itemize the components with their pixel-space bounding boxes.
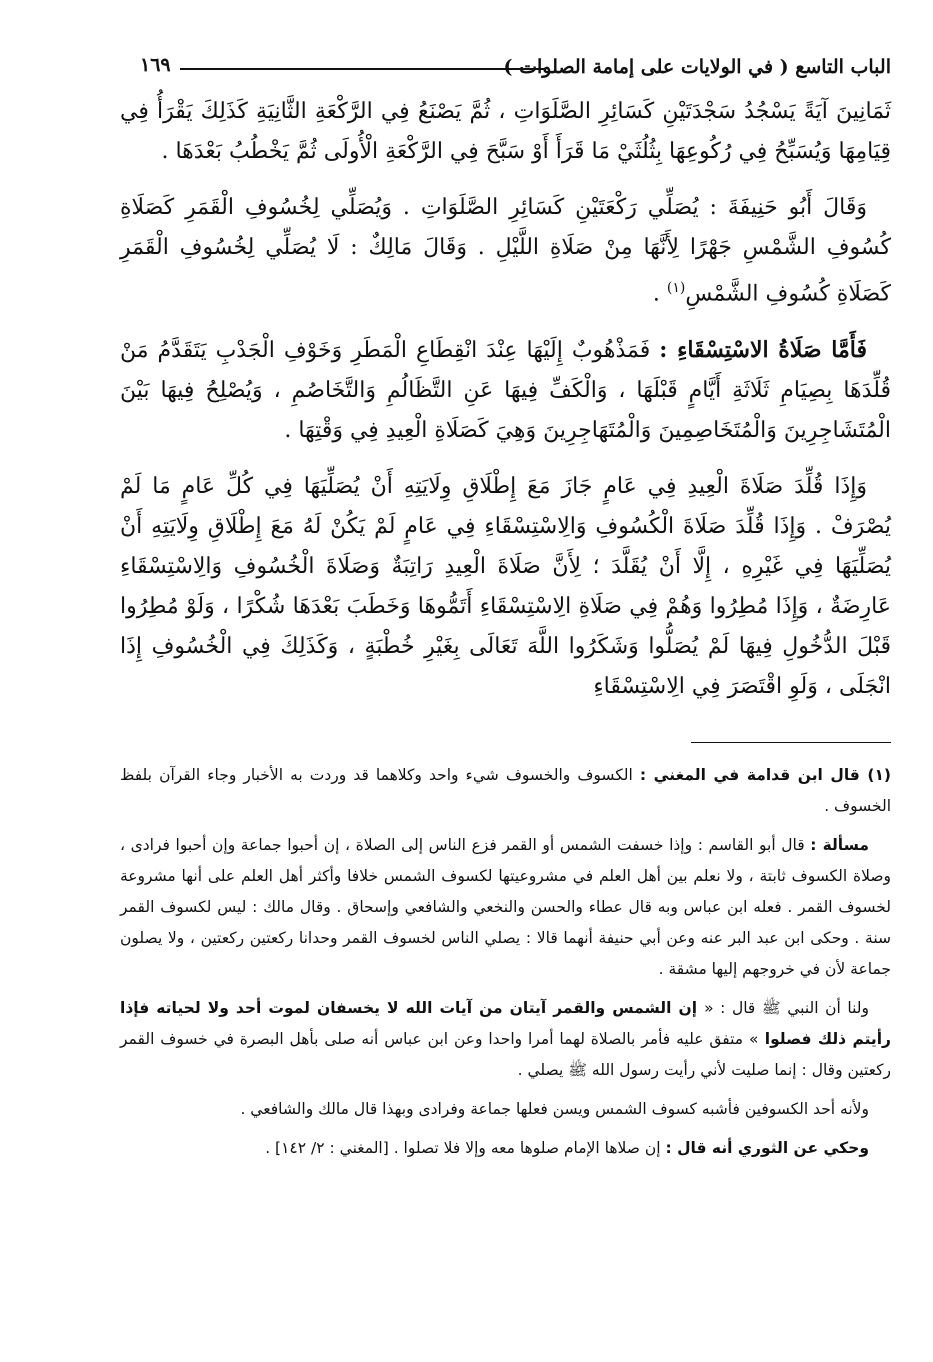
paragraph-end: . [652,281,667,307]
paragraph: ثَمَانِينَ آيَةً يَسْجُدُ سَجْدَتَيْنِ كَسَائِرِ الصَّلَوَاتِ ، ثُمَّ يَصْنَعُ فِي الرَّكْعَةِ الثَّانِيَةِ كَذَلِكَ يَقْرَأُ فِي قِيَامِهَا وَيُسَبِّحُ فِي رُكُوعِهَا بِثُلُثَيْ مَا قَرَأَ أَوْ سَبَّحَ فِي الرَّكْعَةِ الْأُولَى ثُمَّ يَخْطُبُ بَعْدَهَا . [120,99,891,164]
footnote-text: » متفق عليه فأمر بالصلاة لهما أمرا واحدا وعن ابن عباس أنه صلى بأهل البصرة في خسوف القمر ركعتين وقال : إنما صليت لأني رأيت رسول الله ﷺ يصلي . [120,1030,891,1079]
footnotes [120,760,891,1172]
footnote-divider [691,742,891,743]
section-heading: فَأَمَّا صَلَاةُ الاسْتِسْقَاءِ : [659,337,867,364]
footnote-text: قال أبو القاسم : وإذا خسفت الشمس أو القمر فزع الناس إلى الصلاة ، إن أحبوا جماعة وإن أحبوا فرادى ، وصلاة الكسوف ثابتة ، ولا نعلم بين أهل العلم في مشروعيتها لكسوف الشمس خلافا وأكثر أهل العلم على أنها مشروعة لخسوف القمر . فعله ابن عباس وبه قال عطاء والحسن والنخعي والشافعي وإسحاق . وقال مالك : ليس لكسوف القمر سنة . وحكى ابن عبد البر عنه وعن أبي حنيفة أنهما قالا : يصلي الناس لخسوف القمر وحدانا ركعتين ركعتين ، ولا يصلون جماعة لأن في خروجهم إليها مشقة . [120,836,891,978]
footnote-label: (١) قال ابن قدامة في المغني : [639,766,892,784]
footnote [120,760,891,822]
footnote-label: مسألة : [810,836,869,854]
footnote [120,1133,891,1164]
page-number: ١٦٩ [140,54,171,76]
page-header [120,56,891,88]
footnote-text: إن صلاها الإمام صلوها معه وإلا فلا تصلوا . [المغني : ٢/ ١٤٢] . [265,1139,661,1157]
footnote-text: ولنا أن النبي ﷺ قال : « [704,999,869,1017]
paragraph [120,330,891,451]
footnote [120,993,891,1086]
footnote: ولأنه أحد الكسوفين فأشبه كسوف الشمس ويسن فعلها جماعة وفرادى وبهذا قال مالك والشافعي . [240,1100,869,1118]
paragraph-text: فَمَذْهُوبٌ إِلَيْهَا عِنْدَ انْقِطَاعِ الْمَطَرِ وَخَوْفِ الْجَدْبِ يَتَقَدَّمُ مَنْ قُلِّدَهَا بِصِيَامِ ثَلَاثَةِ أَيَّامٍ قَبْلَهَا ، وَالْكَفِّ فِيهَا عَنِ التَّظَالُمِ وَالتَّخَاصُمِ ، وَيُصْلِحُ فِيهَا بَيْنَ الْمُتَشَاجِرِينَ وَالْمُتَخَاصِمِينَ وَالْمُتَهَاجِرِينَ وَهِيَ كَصَلَاةِ الْعِيدِ فِي وَقْتِهَا . [120,338,891,444]
chapter-title: الباب التاسع ( في الولايات على إمامة الصلوات ) [503,56,891,78]
hadith-quote: إن الشمس والقمر آيتان من آيات الله لا يخسفان لموت أحد ولا لحياته فإذا رأيتم ذلك فصلوا [120,999,891,1048]
main-text [120,92,891,723]
paragraph [120,188,891,314]
footnote [120,830,891,985]
paragraph-text: وَقَالَ أَبُو حَنِيفَةَ : يُصَلِّي رَكْعَتَيْنِ كَسَائِرِ الصَّلَوَاتِ . وَيُصَلِّي لِخُسُوفِ الْقَمَرِ كَصَلَاةِ كُسُوفِ الشَّمْسِ جَهْرًا لِأَنَّهَا مِنْ صَلَاةِ اللَّيْلِ . وَقَالَ مَالِكٌ : لَا يُصَلِّي لِخُسُوفِ الْقَمَرِ كَصَلَاةِ كُسُوفِ الشَّمْسِ [120,195,891,307]
footnote-text: الكسوف والخسوف شيء واحد وكلاهما قد وردت به الأخبار وجاء القرآن بلفظ الخسوف . [120,766,891,815]
footnote-marker[interactable]: (١) [666,280,686,296]
paragraph: وَإِذَا قُلِّدَ صَلَاةَ الْعِيدِ فِي عَامٍ جَازَ مَعَ إِطْلَاقِ وِلَايَتِهِ أَنْ يُصَلِّيَهَا فِي كُلِّ عَامٍ مَا لَمْ يُصْرَفْ . وَإِذَا قُلِّدَ صَلَاةَ الْكُسُوفِ وَالِاسْتِسْقَاءِ فِي عَامٍ لَمْ يَكُنْ لَهُ مَعَ إِطْلَاقِ وِلَايَتِهِ أَنْ يُصَلِّيَهَا فِي غَيْرِهِ ، إِلَّا أَنْ يُقَلَّدَ ؛ لِأَنَّ صَلَاةَ الْعِيدِ رَاتِبَةٌ وَصَلَاةَ الْخُسُوفِ وَالِاسْتِسْقَاءِ عَارِضَةٌ ، وَإِذَا مُطِرُوا وَهُمْ فِي صَلَاةِ الِاسْتِسْقَاءِ أَتَمُّوهَا وَخَطَبَ بَعْدَهَا شُكْرًا ، وَلَوْ مُطِرُوا قَبْلَ الدُّخُولِ فِيهَا لَمْ يُصَلُّوا وَشَكَرُوا اللَّهَ تَعَالَى بِغَيْرِ خُطْبَةٍ ، وَكَذَلِكَ فِي الْخُسُوفِ إِذَا انْجَلَى ، وَلَوِ اقْتَصَرَ فِي الِاسْتِسْقَاءِ [120,474,891,700]
header-divider [180,68,546,70]
footnote-label: وحكي عن الثوري أنه قال : [665,1139,869,1157]
